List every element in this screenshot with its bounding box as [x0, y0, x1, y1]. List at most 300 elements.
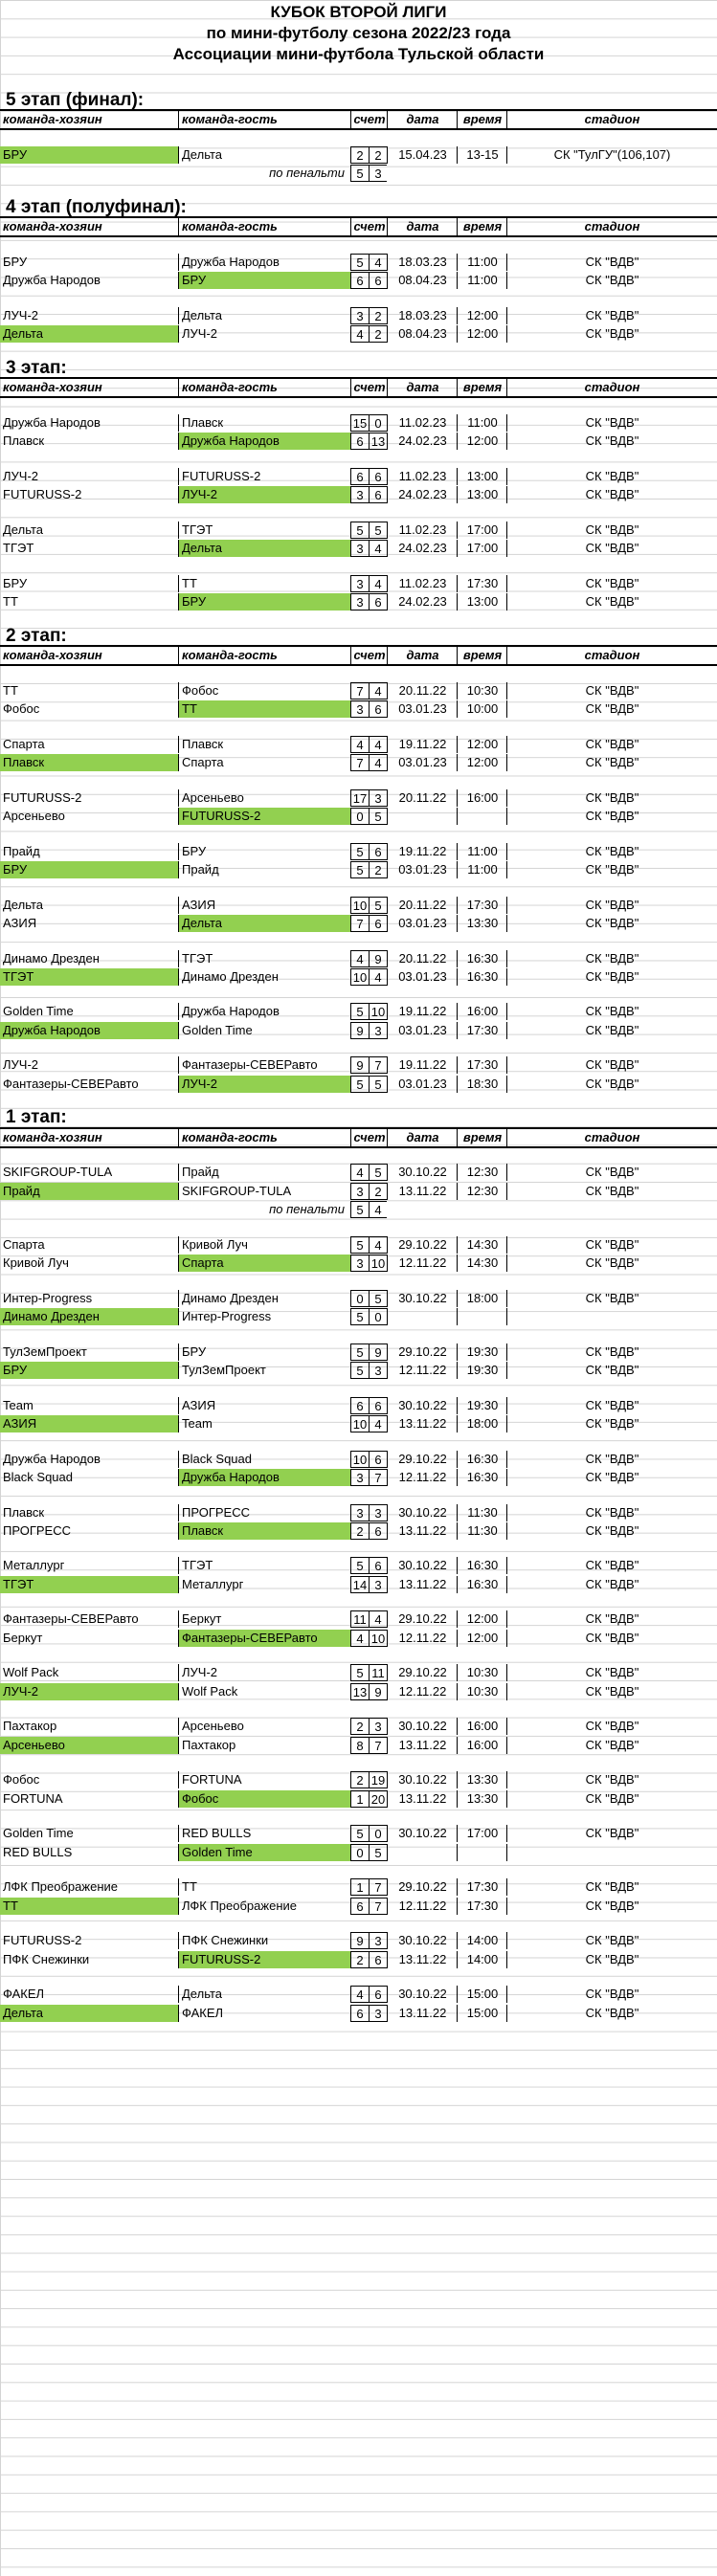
match-time: 13:00 [457, 486, 507, 503]
match-venue: СК "ТулГУ"(106,107) [506, 146, 717, 164]
score-away: 5 [369, 897, 387, 914]
score-home: 5 [350, 522, 369, 539]
home-team: ЛУЧ-2 [3, 468, 39, 483]
home-team: Дружба Народов [3, 414, 101, 430]
score-home: 9 [350, 1022, 369, 1039]
home-team: Пахтакор [3, 1719, 57, 1734]
match-date: 24.02.23 [387, 433, 458, 450]
match-time: 12:00 [457, 754, 507, 771]
match-time: 19:30 [457, 1344, 507, 1361]
score-home: 4 [350, 736, 369, 753]
match-time: 16:00 [457, 1737, 507, 1754]
match-date: 30.10.22 [387, 1290, 458, 1307]
match-time: 13:00 [457, 593, 507, 611]
match-row [0, 1344, 717, 1361]
match-venue: СК "ВДВ" [506, 1362, 717, 1379]
match-date: 30.10.22 [387, 1557, 458, 1574]
away-team: RED BULLS [178, 1825, 350, 1842]
match-venue: СК "ВДВ" [506, 1664, 717, 1681]
home-team: Плавск [3, 433, 45, 449]
away-team: Дельта [178, 307, 350, 324]
match-row [0, 414, 717, 432]
match-venue: СК "ВДВ" [506, 1986, 717, 2003]
score-home: 3 [350, 700, 369, 718]
match-row [0, 1183, 717, 1200]
score-away: 9 [369, 950, 387, 967]
match-venue: СК "ВДВ" [506, 307, 717, 324]
match-row [0, 1771, 717, 1788]
match-time: 10:00 [457, 700, 507, 718]
match-time: 19:30 [457, 1362, 507, 1379]
match-row [0, 1362, 717, 1379]
match-row [0, 1504, 717, 1521]
header-away: команда-гость [178, 379, 350, 396]
score-home: 15 [350, 414, 369, 432]
header-score: счет [350, 111, 388, 128]
score-home: 5 [350, 1557, 369, 1574]
header-score: счет [350, 218, 388, 235]
match-row [0, 1932, 717, 1949]
section-title: 5 этап (финал): [6, 90, 145, 110]
section-title: 4 этап (полуфинал): [6, 196, 187, 217]
match-date: 03.01.23 [387, 754, 458, 771]
home-team: ТГЭТ [0, 1576, 178, 1593]
home-team: FORTUNA [3, 1790, 63, 1806]
home-team: Дельта [3, 522, 43, 537]
match-time: 12:00 [457, 433, 507, 450]
away-team: ЛУЧ-2 [178, 1664, 350, 1681]
score-home: 7 [350, 682, 369, 700]
away-team: Golden Time [178, 1022, 350, 1039]
score-home: 3 [350, 1255, 369, 1272]
score-away: 5 [369, 522, 387, 539]
away-team: ТГЭТ [178, 950, 350, 967]
score-home: 3 [350, 1183, 369, 1200]
away-team: SKIFGROUP-TULA [178, 1183, 350, 1200]
match-venue: СК "ВДВ" [506, 1898, 717, 1915]
header-date: дата [387, 1129, 458, 1146]
home-team: Team [3, 1397, 34, 1412]
score-home: 4 [350, 950, 369, 967]
match-time: 14:00 [457, 1951, 507, 1968]
home-team: Фантазеры-СЕВЕРавто [3, 1611, 139, 1627]
match-date: 08.04.23 [387, 272, 458, 289]
score-away: 6 [369, 843, 387, 860]
away-team: Дружба Народов [178, 254, 350, 271]
header-score: счет [350, 379, 388, 396]
column-header [0, 109, 717, 130]
match-venue: СК "ВДВ" [506, 575, 717, 592]
score-away: 3 [369, 165, 387, 182]
match-date: 30.10.22 [387, 1164, 458, 1181]
match-venue: СК "ВДВ" [506, 1951, 717, 1968]
match-date: 11.02.23 [387, 414, 458, 432]
score-home: 5 [350, 843, 369, 860]
away-team: Спарта [178, 1255, 350, 1272]
match-venue: СК "ВДВ" [506, 1290, 717, 1307]
match-row [0, 1825, 717, 1842]
away-team: Пахтакор [178, 1737, 350, 1754]
away-team: Дружба Народов [178, 1003, 350, 1020]
match-venue: СК "ВДВ" [506, 1504, 717, 1521]
score-away: 4 [369, 1610, 387, 1628]
home-team: Фобос [3, 1772, 40, 1788]
score-home: 5 [350, 1362, 369, 1379]
match-date: 03.01.23 [387, 915, 458, 932]
match-time: 14:30 [457, 1255, 507, 1272]
score-away: 6 [369, 1951, 387, 1968]
score-home: 5 [350, 1344, 369, 1361]
score-away: 2 [369, 1183, 387, 1200]
match-venue: СК "ВДВ" [506, 468, 717, 485]
match-venue: СК "ВДВ" [506, 1415, 717, 1432]
match-venue: СК "ВДВ" [506, 754, 717, 771]
score-away: 10 [369, 1003, 387, 1020]
home-team: Плавск [0, 754, 178, 771]
header-date: дата [387, 647, 458, 664]
match-time [457, 808, 507, 825]
match-venue: СК "ВДВ" [506, 1522, 717, 1540]
score-home: 4 [350, 1630, 369, 1647]
score-away: 5 [369, 1076, 387, 1093]
match-date: 30.10.22 [387, 1771, 458, 1788]
header-venue: стадион [506, 647, 717, 664]
match-row [0, 1951, 717, 1968]
home-team: Кривой Луч [3, 1255, 69, 1270]
header-date: дата [387, 379, 458, 396]
away-team: ЛУЧ-2 [178, 1076, 350, 1093]
section-title: 3 этап: [6, 357, 67, 378]
match-date: 20.11.22 [387, 950, 458, 967]
match-row [0, 486, 717, 503]
match-venue: СК "ВДВ" [506, 1825, 717, 1842]
home-team: FUTURUSS-2 [3, 1933, 82, 1948]
home-team: Плавск [3, 1504, 45, 1520]
match-date: 20.11.22 [387, 897, 458, 914]
header-score: счет [350, 647, 388, 664]
home-team: Спарта [3, 1236, 45, 1252]
home-team: ТТ [3, 682, 18, 698]
match-venue: СК "ВДВ" [506, 1576, 717, 1593]
score-home: 17 [350, 789, 369, 807]
score-away: 2 [369, 146, 387, 164]
score-away: 2 [369, 325, 387, 343]
match-row [0, 522, 717, 539]
home-team: АЗИЯ [0, 1415, 178, 1432]
away-team: Спарта [178, 754, 350, 771]
match-row [0, 146, 717, 164]
match-row [0, 1255, 717, 1272]
match-time: 16:30 [457, 1557, 507, 1574]
match-date: 19.11.22 [387, 843, 458, 860]
score-away: 4 [369, 682, 387, 700]
match-time: 19:30 [457, 1397, 507, 1414]
match-time: 17:00 [457, 540, 507, 557]
away-team: Арсеньево [178, 1718, 350, 1735]
match-venue: СК "ВДВ" [506, 1056, 717, 1074]
score-away: 4 [369, 575, 387, 592]
away-team: ФАКЕЛ [178, 2005, 350, 2022]
match-date: 20.11.22 [387, 789, 458, 807]
header-venue: стадион [506, 1129, 717, 1146]
match-time [457, 1308, 507, 1325]
away-team: FUTURUSS-2 [178, 808, 350, 825]
match-time: 11:30 [457, 1522, 507, 1540]
match-time: 11:30 [457, 1504, 507, 1521]
match-row [0, 897, 717, 914]
match-venue: СК "ВДВ" [506, 1255, 717, 1272]
score-away: 4 [369, 736, 387, 753]
match-row [0, 1878, 717, 1896]
match-date: 30.10.22 [387, 1825, 458, 1842]
match-venue: СК "ВДВ" [506, 843, 717, 860]
away-team: Дружба Народов [178, 1469, 350, 1486]
score-home: 4 [350, 1986, 369, 2003]
match-venue: СК "ВДВ" [506, 1076, 717, 1093]
match-venue: СК "ВДВ" [506, 272, 717, 289]
home-team: RED BULLS [3, 1844, 73, 1859]
match-venue: СК "ВДВ" [506, 1630, 717, 1647]
home-team: Прайд [0, 1183, 178, 1200]
match-time: 18:00 [457, 1415, 507, 1432]
match-date: 24.02.23 [387, 593, 458, 611]
match-row [0, 307, 717, 324]
match-row [0, 1610, 717, 1628]
score-away: 9 [369, 1683, 387, 1700]
home-team: ТГЭТ [3, 541, 34, 556]
score-home: 3 [350, 1504, 369, 1521]
score-away: 6 [369, 272, 387, 289]
match-venue: СК "ВДВ" [506, 968, 717, 986]
away-team: Дельта [178, 146, 350, 164]
match-venue: СК "ВДВ" [506, 682, 717, 700]
away-team: ТГЭТ [178, 1557, 350, 1574]
score-away: 3 [369, 1362, 387, 1379]
score-away: 6 [369, 1451, 387, 1468]
match-date: 13.11.22 [387, 1790, 458, 1808]
score-away: 6 [369, 915, 387, 932]
away-team: Металлург [178, 1576, 350, 1593]
match-date: 30.10.22 [387, 1932, 458, 1949]
match-time: 16:30 [457, 950, 507, 967]
section-title: 1 этап: [6, 1107, 67, 1128]
match-venue: СК "ВДВ" [506, 1003, 717, 1020]
home-team: SKIFGROUP-TULA [3, 1165, 113, 1180]
score-home: 4 [350, 1164, 369, 1181]
header-date: дата [387, 218, 458, 235]
match-row [0, 1415, 717, 1432]
score-home: 2 [350, 1951, 369, 1968]
home-team: Металлург [3, 1558, 65, 1573]
match-row [0, 1308, 717, 1325]
away-team: Фантазеры-СЕВЕРавто [178, 1630, 350, 1647]
match-venue: СК "ВДВ" [506, 861, 717, 878]
match-date: 13.11.22 [387, 1415, 458, 1432]
score-home: 3 [350, 1469, 369, 1486]
home-team: ТТ [3, 594, 18, 610]
home-team: БРУ [3, 575, 28, 590]
score-away: 3 [369, 1718, 387, 1735]
match-venue: СК "ВДВ" [506, 1737, 717, 1754]
match-venue: СК "ВДВ" [506, 1397, 717, 1414]
match-row [0, 1056, 717, 1074]
score-home: 1 [350, 1790, 369, 1808]
match-row [0, 1683, 717, 1700]
away-team: Black Squad [178, 1451, 350, 1468]
match-row [0, 915, 717, 932]
match-venue: СК "ВДВ" [506, 1932, 717, 1949]
match-time: 11:00 [457, 254, 507, 271]
match-row [0, 1469, 717, 1486]
score-away: 6 [369, 1557, 387, 1574]
score-home: 3 [350, 486, 369, 503]
match-venue: СК "ВДВ" [506, 1878, 717, 1896]
score-home: 5 [350, 165, 369, 182]
match-date: 03.01.23 [387, 861, 458, 878]
match-row [0, 254, 717, 271]
score-away: 19 [369, 1771, 387, 1788]
score-away: 3 [369, 2005, 387, 2022]
home-team: БРУ [0, 1362, 178, 1379]
score-away: 4 [369, 754, 387, 771]
away-team: АЗИЯ [178, 897, 350, 914]
match-time: 12:00 [457, 1630, 507, 1647]
score-home: 10 [350, 1451, 369, 1468]
away-team: ТТ [178, 700, 350, 718]
away-team: Арсеньево [178, 789, 350, 807]
away-team: Плавск [178, 736, 350, 753]
match-row [0, 593, 717, 611]
score-home: 2 [350, 146, 369, 164]
match-date: 12.11.22 [387, 1898, 458, 1915]
match-venue: СК "ВДВ" [506, 1718, 717, 1735]
score-home: 10 [350, 1415, 369, 1432]
home-team: ФАКЕЛ [3, 1987, 45, 2002]
match-row [0, 2005, 717, 2022]
match-time: 15:00 [457, 1986, 507, 2003]
match-date: 19.11.22 [387, 1003, 458, 1020]
match-venue: СК "ВДВ" [506, 1557, 717, 1574]
match-date: 12.11.22 [387, 1255, 458, 1272]
away-team: Фобос [178, 682, 350, 700]
away-team: ТулЗемПроект [178, 1362, 350, 1379]
match-date: 12.11.22 [387, 1469, 458, 1486]
match-venue: СК "ВДВ" [506, 1022, 717, 1039]
match-row [0, 1986, 717, 2003]
away-team: Интер-Progress [178, 1308, 350, 1325]
score-away: 3 [369, 1932, 387, 1949]
match-row [0, 468, 717, 485]
away-team: Дружба Народов [178, 433, 350, 450]
away-team: Кривой Луч [178, 1236, 350, 1254]
home-team: ТГЭТ [0, 968, 178, 986]
section-title: 2 этап: [6, 625, 67, 646]
match-row [0, 736, 717, 753]
match-row [0, 1790, 717, 1808]
match-row [0, 682, 717, 700]
match-row [0, 843, 717, 860]
match-date: 29.10.22 [387, 1344, 458, 1361]
home-team: ТулЗемПроект [3, 1344, 87, 1359]
match-date [387, 1308, 458, 1325]
score-home: 2 [350, 1771, 369, 1788]
title-line-1: КУБОК ВТОРОЙ ЛИГИ [270, 3, 447, 21]
match-venue: СК "ВДВ" [506, 1790, 717, 1808]
match-time: 17:30 [457, 897, 507, 914]
match-time: 12:30 [457, 1164, 507, 1181]
score-home: 14 [350, 1576, 369, 1593]
match-time: 12:00 [457, 1610, 507, 1628]
score-home: 5 [350, 1236, 369, 1254]
score-home: 11 [350, 1610, 369, 1628]
header-score: счет [350, 1129, 388, 1146]
match-row [0, 1522, 717, 1540]
match-venue: СК "ВДВ" [506, 593, 717, 611]
score-home: 10 [350, 968, 369, 986]
score-away: 10 [369, 1630, 387, 1647]
penalty-row [0, 1201, 717, 1218]
match-venue: СК "ВДВ" [506, 789, 717, 807]
home-team: ПРОГРЕСС [3, 1522, 71, 1538]
score-home: 9 [350, 1056, 369, 1074]
home-team: Дружба Народов [0, 1022, 178, 1039]
match-date: 30.10.22 [387, 1397, 458, 1414]
title-line-2: по мини-футболу сезона 2022/23 года [206, 24, 511, 42]
match-time [457, 1844, 507, 1861]
match-row [0, 1898, 717, 1915]
away-team: Дельта [178, 540, 350, 557]
match-venue: СК "ВДВ" [506, 1183, 717, 1200]
match-venue: СК "ВДВ" [506, 486, 717, 503]
score-away: 4 [369, 254, 387, 271]
match-time: 17:30 [457, 1898, 507, 1915]
match-venue: СК "ВДВ" [506, 2005, 717, 2022]
match-row [0, 1718, 717, 1735]
match-date: 19.11.22 [387, 1056, 458, 1074]
match-row [0, 1664, 717, 1681]
home-team: FUTURUSS-2 [3, 789, 82, 805]
match-date: 03.01.23 [387, 700, 458, 718]
header-home: команда-хозяин [3, 112, 102, 127]
match-date: 13.11.22 [387, 1951, 458, 1968]
away-team: Динамо Дрезден [178, 968, 350, 986]
score-home: 13 [350, 1683, 369, 1700]
score-away: 3 [369, 1576, 387, 1593]
header-home: команда-хозяин [3, 648, 102, 662]
home-team: Wolf Pack [3, 1665, 59, 1680]
score-away: 10 [369, 1255, 387, 1272]
match-date: 11.02.23 [387, 575, 458, 592]
score-away: 6 [369, 1397, 387, 1414]
match-time: 16:00 [457, 789, 507, 807]
match-row [0, 575, 717, 592]
score-away: 6 [369, 593, 387, 611]
match-row [0, 1022, 717, 1039]
match-date: 29.10.22 [387, 1236, 458, 1254]
away-team: Team [178, 1415, 350, 1432]
away-team: ТТ [178, 575, 350, 592]
score-away: 2 [369, 307, 387, 324]
away-team: Wolf Pack [178, 1683, 350, 1700]
match-row [0, 1290, 717, 1307]
match-time: 17:30 [457, 575, 507, 592]
match-row [0, 754, 717, 771]
score-home: 9 [350, 1932, 369, 1949]
score-home: 5 [350, 1003, 369, 1020]
home-team: Дельта [3, 897, 43, 912]
score-home: 3 [350, 593, 369, 611]
title-line-3: Ассоциации мини-футбола Тульской области [172, 45, 545, 63]
